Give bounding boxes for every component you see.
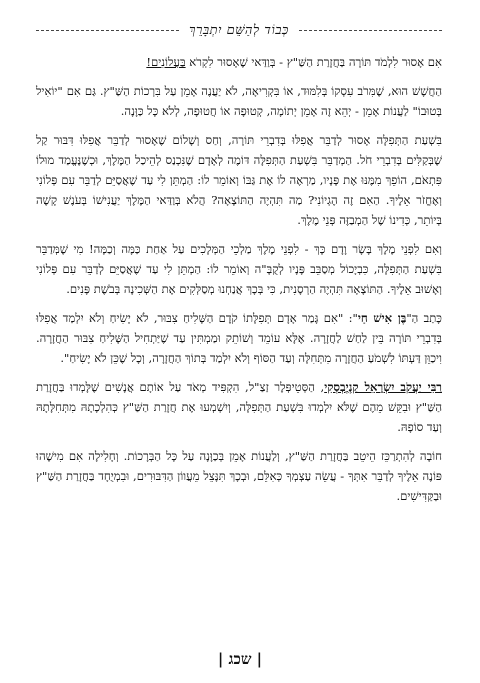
paragraph-text: וְאִם לִפְנֵי מֶלֶךְ בָּשָׂר וָדָם כָּךְ - לִפְנֵי מֶלֶךְ מַלְכֵי הַמְּלָכִים עַל אַחַת כַּמָּה וְכַמָּה! מִי שֶׁמְּדַבֵּר בִּשְׁעַת הַתְּפִלָּה, כִּבְיָכוֹל מְסַבֵּב פָּנָיו לְקֻבָּ"ה וְאוֹמֵר לוֹ: הַמְתֵּן לִי עַד שֶׁאֲסַיֵּם לְדַבֵּר עִם פְּלוֹנִי וְאָשׁוּב אֵלֶיךָ. הַתּוֹצָאָה תִּהְיֶה הַרְסָנִית, כִּי בְּכָךְ אֲנַחְנוּ מְסַלְּקִים אֶת הַשְּׁכִינָה בְּבֹשֶׁת פָּנִים. — [36, 242, 442, 296]
paragraph-text: אִם אָסוּר לִלְמֹד תּוֹרָה בַּחֲזָרַת הַשַּׁ"ץ - בְּוַדַּאי שֶׁאָסוּר לִקְרֹא — [185, 55, 442, 69]
paragraph — [36, 52, 442, 72]
emphasis-text: בֶּן אִישׁ חַי — [357, 311, 407, 325]
paragraph — [36, 446, 442, 506]
emphasis-text: רַבִּי יַעֲקֹב יִשְׂרָאֵל קַנְיֶבְסְקִי — [324, 380, 442, 394]
header-title: כְּבוֹד לְהַשֵּׁם יִתְבָּרֵךְ — [189, 23, 289, 38]
emphasis-text: בַּעֲלוֹנִים! — [146, 55, 186, 69]
header-dash-left — [36, 30, 179, 31]
paragraph — [36, 81, 442, 121]
paragraph — [36, 308, 442, 368]
paragraph-text: הַחֲשָׁשׁ הוּא, שֶׁמִּרֹב עִסְקוֹ בְּלִמּוּד, אוֹ בִּקְרִיאָה, לֹא יַעֲנֶה אָמֵן עַל בִּרְכוֹת הַשַּׁ"ץ. גַּם אִם "יוֹאִיל בְּטוּבוֹ" לַעֲנוֹת אָמֵן - יְהֵא זֶה אָמֵן יְתוֹמָה, קְטוּפָה אוֹ חֲטוּפָה, לְלֹא כָּל כַּוָּנָה. — [36, 84, 442, 118]
paragraph-text: חוֹבָה לְהִתְרַכֵּז הֵיטֵב בַּחֲזָרַת הַשַּׁ"ץ, וְלַעֲנוֹת אָמֵן בְּכַוָּנָה עַל כָּל הַבְּרָכוֹת. וְחָלִילָה אִם מִישֶׁהוּ פּוֹנֶה אֵלֶיךָ לְדַבֵּר אִתְּךָ - עֲשֵׂה עַצְמְךָ כְּאִלֵּם, וּבְכָךְ תִּנָּצֵל מֵעֲווֹן הַדִּבּוּרִים, וּבִמְיֻחָד בַּחֲזָרַת הַשַּׁ"ץ וּבַקַּדִּישִׁים. — [36, 449, 442, 503]
header-dash-right — [299, 30, 442, 31]
paragraph-text: ": "אִם גָּמַר אָדָם תְּפִלָּתוֹ קֹדֶם הַשָּׁלִיחַ צִבּוּר, לֹא יָשִׂיחַ וְלֹא יִלְמַד אֲפִלּוּ בְּדִבְרֵי תּוֹרָה בֵּין לַחַשׁ לַחֲזָרָה. אֶלָּא עוֹמֵד וְשׁוֹתֵק וּמַמְתִּין עַד שֶׁיַּתְחִיל הַשָּׁלִיחַ צִבּוּר הַחֲזָרָה. וִיכַוֵּן דַּעְתּוֹ לִשְׁמֹעַ הַחֲזָרָה מִתְּחִלָּה וְעַד הַסּוֹף וְלֹא יִלְמַד בְּתוֹךְ הַחֲזָרָה, וְכָל שֶׁכֵּן לֹא יָשִׂיחַ". — [36, 311, 442, 365]
page-number: | שכג | — [217, 650, 263, 668]
paragraph-text: בִּשְׁעַת הַתְּפִלָּה אָסוּר לְדַבֵּר אֲפִלּוּ בְּדִבְרֵי תּוֹרָה, וְחַס וְשָׁלוֹם שֶׁאָסוּר לְדַבֵּר אֲפִלּוּ דִּבּוּר קַל שֶׁבְּקַלִּים בְּדִבְרֵי חֹל. הַמְדַבֵּר בִּשְׁעַת הַתְּפִלָּה דּוֹמֶה לְאָדָם שֶׁנִּכְנַס לְהֵיכַל הַמֶּלֶךְ, וּכְשֶׁנֶּעֱמַד מוּלוֹ פִּתְאֹם, הוֹפֵךְ מִמֶּנּוּ אֶת פָּנָיו, מַרְאֶה לוֹ אֶת גַּבּוֹ וְאוֹמֵר לוֹ: הַמְתֵּן לִי עַד שֶׁאֲסַיֵּם לְדַבֵּר עִם פְּלוֹנִי וְאֶחֱזֹר אֵלֶיךָ. הַאִם זֶה הֶגְיוֹנִי? מַה תִּהְיֶה הַתּוֹצָאָה? הֲלֹא בְּוַדַּאי הַמֶּלֶךְ יַעֲנִישׁוֹ בְּעֹנֶשׁ קָשֶׁה בְּיוֹתֵר, כְּדִינוֹ שֶׁל הַמְבַזֶּה פְּנֵי מֶלֶךְ. — [36, 133, 442, 227]
body-text — [36, 52, 442, 506]
paragraph — [36, 239, 442, 299]
paragraph-text: כָּתַב הַ" — [406, 311, 442, 325]
paragraph — [36, 130, 442, 230]
running-header — [36, 22, 442, 38]
paragraph-text: , הַסְּטֵיפְּלֶר זַצַ"ל, הִקְפִּיד מְאֹד עַל אוֹתָם אֲנָשִׁים שֶׁלָּמְדוּ בַּחֲזָרַת הַשַּׁ"ץ וּבִקֵּשׁ מֵהֶם שֶׁלֹּא יִלְמְדוּ בִּשְׁעַת הַתְּפִלָּה, וְיִשְׁמְעוּ אֶת חֲזָרַת הַשַּׁ"ץ כְּהִלְכָתָהּ מִתְּחִלָּתָהּ וְעַד סוֹפָהּ. — [36, 380, 442, 434]
paragraph — [36, 377, 442, 437]
